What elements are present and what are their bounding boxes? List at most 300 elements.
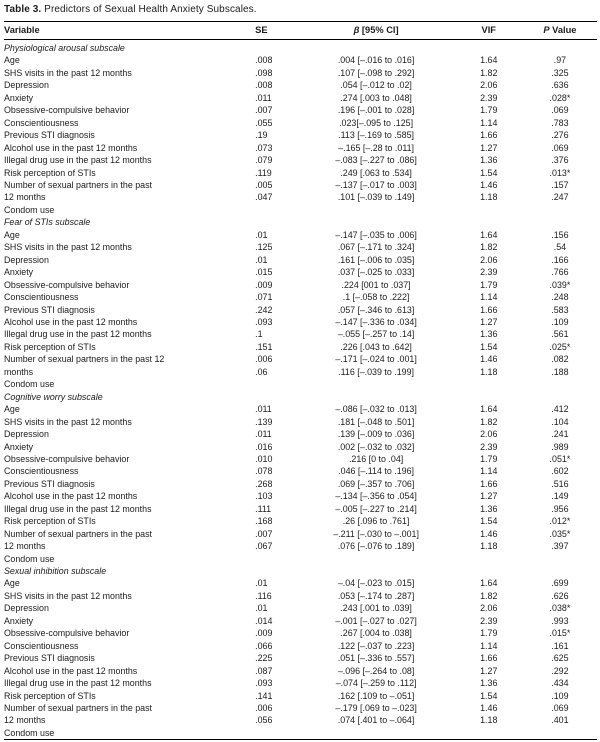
table-row (4, 503, 597, 515)
cell-vif: 1.36 (480, 678, 498, 689)
cell-variable: Condom use (4, 204, 55, 215)
cell-se: .056 (255, 715, 273, 726)
cell-beta (298, 378, 455, 390)
cell-variable: Condom use (4, 553, 55, 564)
cell-vif: 1.27 (480, 142, 498, 153)
cell-variable: Previous STI diagnosis (4, 478, 95, 489)
cell-vif: 1.54 (480, 516, 498, 527)
cell-se: .119 (255, 167, 272, 178)
cell-pvalue: .241 (551, 429, 569, 440)
cell-variable: Anxiety (4, 267, 34, 278)
cell-se: .066 (255, 640, 273, 651)
cell-variable: Conscientiousness (4, 292, 79, 303)
cell-se: .1 (255, 329, 263, 340)
cell-variable: Obsessive-compulsive behavior (4, 453, 130, 464)
cell-pvalue (523, 553, 597, 565)
cell-beta: .057 [–.346 to .613] (337, 304, 415, 315)
cell-beta: –.083 [–.227 to .086] (335, 155, 417, 166)
cell-pvalue: .54 (553, 242, 567, 253)
cell-vif: 1.27 (480, 316, 498, 327)
cell-beta (298, 204, 455, 216)
section-label-row (4, 40, 597, 55)
table-row (4, 304, 597, 316)
cell-se: .011 (255, 404, 272, 415)
cell-beta: –.001 [–.027 to .027] (335, 615, 417, 626)
cell-vif: 1.18 (480, 541, 498, 552)
cell-variable: Number of sexual partners in the past (4, 703, 152, 714)
cell-variable: Age (4, 229, 20, 240)
cell-variable: Anxiety (4, 615, 34, 626)
cell-se: .098 (255, 67, 273, 78)
cell-variable: Risk perception of STIs (4, 516, 96, 527)
cell-se (247, 727, 297, 740)
table-row (4, 254, 597, 266)
cell-se: .141 (255, 690, 273, 701)
cell-beta: .054 [–.012 to .02] (340, 80, 412, 91)
cell-beta: –.147 [–.035 to .006] (335, 229, 417, 240)
cell-beta: .181 [–.048 to .501] (337, 416, 415, 427)
cell-se: .103 (255, 491, 273, 502)
cell-vif: 1.66 (480, 304, 498, 315)
cell-variable: months (4, 366, 34, 377)
cell-se: .047 (255, 192, 273, 203)
cell-se: .009 (255, 628, 273, 639)
cell-variable: SHS visits in the past 12 months (4, 67, 132, 78)
cell-se: .015 (255, 267, 273, 278)
cell-variable: Alcohol use in the past 12 months (4, 142, 138, 153)
table-row (4, 540, 597, 552)
cell-variable: Number of sexual partners in the past (4, 528, 152, 539)
cell-vif: 2.06 (480, 80, 498, 91)
cell-vif: 1.64 (480, 55, 498, 66)
cell-pvalue: .602 (551, 466, 569, 477)
table-row (4, 92, 597, 104)
cell-pvalue: .626 (551, 590, 569, 601)
cell-se: .116 (255, 590, 272, 601)
cell-vif: 1.27 (480, 665, 498, 676)
cell-beta: .113 [–.169 to .585] (338, 130, 414, 141)
cell-variable: Risk perception of STIs (4, 341, 96, 352)
cell-vif: 1.36 (480, 329, 498, 340)
cell-variable: Previous STI diagnosis (4, 653, 95, 664)
cell-pvalue: .397 (551, 541, 569, 552)
cell-beta: .122 [–.037 to .223] (337, 640, 415, 651)
cell-vif (455, 727, 523, 740)
column-header-beta: β [95% CI] (298, 22, 455, 40)
cell-vif (455, 553, 523, 565)
cell-vif: 1.82 (480, 590, 498, 601)
cell-variable: Illegal drug use in the past 12 months (4, 503, 152, 514)
cell-vif: 2.39 (480, 615, 498, 626)
column-header-vif: VIF (455, 22, 523, 40)
column-header-pvalue: P Value (523, 22, 597, 40)
table-row (4, 341, 597, 353)
cell-beta: .002 [–.032 to .032] (337, 441, 415, 452)
table-row (4, 490, 597, 502)
column-header-se: SE (247, 22, 297, 40)
cell-vif: 1.66 (480, 478, 498, 489)
cell-beta: .037 [–.025 to .033] (337, 267, 415, 278)
cell-vif: 2.06 (480, 603, 498, 614)
table-row (4, 453, 597, 465)
cell-pvalue (523, 727, 597, 740)
cell-beta: .076 [–.076 to .189] (337, 541, 415, 552)
table-row (4, 640, 597, 652)
cell-pvalue: .561 (551, 329, 569, 340)
table-row (4, 291, 597, 303)
cell-se: .093 (255, 316, 273, 327)
cell-pvalue: .015* (549, 628, 571, 639)
table-row (4, 191, 597, 203)
cell-pvalue: .039* (549, 279, 571, 290)
header-row (4, 22, 597, 40)
cell-se: .01 (255, 254, 268, 265)
cell-pvalue (523, 378, 597, 390)
table-row (4, 204, 597, 216)
cell-se: .067 (255, 541, 273, 552)
cell-beta: –.211 [–.030 to –.001] (333, 528, 419, 539)
table-row (4, 403, 597, 415)
cell-vif: 2.39 (480, 441, 498, 452)
table-row (4, 615, 597, 627)
cell-vif: 1.64 (480, 229, 498, 240)
cell-beta: .101 [–.039 to .149] (337, 192, 415, 203)
cell-se (247, 204, 297, 216)
cell-pvalue: .013* (549, 167, 571, 178)
cell-se: .009 (255, 279, 273, 290)
cell-beta: .267 [.004 to .038] (340, 628, 412, 639)
table-row (4, 142, 597, 154)
cell-vif: 1.82 (480, 416, 498, 427)
cell-variable: Condom use (4, 727, 55, 738)
cell-vif: 1.18 (480, 715, 498, 726)
cell-se: .011 (255, 429, 272, 440)
cell-vif: 1.64 (480, 404, 498, 415)
cell-pvalue: .028* (549, 92, 571, 103)
cell-vif: 2.39 (480, 92, 498, 103)
cell-se: .014 (255, 615, 273, 626)
cell-beta: .274 [.003 to .048] (340, 92, 412, 103)
cell-se: .016 (255, 441, 273, 452)
section-label: Physiological arousal subscale (4, 43, 125, 53)
cell-beta: .249 [.063 to .534] (340, 167, 412, 178)
cell-se: .007 (255, 105, 273, 116)
cell-se: .06 (255, 366, 268, 377)
cell-beta: –.086 [–.032 to .013] (335, 404, 417, 415)
cell-se: .168 (255, 516, 273, 527)
section-label-row (4, 216, 597, 228)
cell-vif: 1.66 (480, 130, 498, 141)
cell-se: .242 (255, 304, 273, 315)
cell-variable: Number of sexual partners in the past 12 (4, 354, 165, 365)
cell-beta: –.04 [–.023 to .015] (337, 578, 415, 589)
cell-pvalue: .292 (551, 665, 569, 676)
table-row (4, 279, 597, 291)
cell-beta: .161 [–.006 to .035] (337, 254, 415, 265)
cell-vif: 1.79 (480, 453, 498, 464)
cell-beta: .224 [001 to .037] (341, 279, 411, 290)
cell-se: .19 (255, 130, 268, 141)
table-row (4, 602, 597, 614)
table-row (4, 577, 597, 589)
cell-vif: 1.54 (480, 690, 498, 701)
table-row (4, 241, 597, 253)
cell-vif: 1.79 (480, 628, 498, 639)
cell-se: .225 (255, 653, 273, 664)
table-row (4, 702, 597, 714)
table-row (4, 553, 597, 565)
cell-vif: 1.82 (480, 242, 498, 253)
cell-variable: Obsessive-compulsive behavior (4, 105, 130, 116)
cell-variable: Condom use (4, 379, 55, 390)
cell-variable: Number of sexual partners in the past (4, 179, 152, 190)
cell-variable: SHS visits in the past 12 months (4, 416, 132, 427)
cell-pvalue: .038* (549, 603, 571, 614)
cell-vif: 1.66 (480, 653, 498, 664)
cell-vif: 1.46 (480, 703, 498, 714)
cell-pvalue: .069 (551, 703, 569, 714)
table-row (4, 266, 597, 278)
table-row (4, 353, 597, 365)
cell-beta: –.165 [–.28 to .011] (338, 142, 414, 153)
cell-variable: Previous STI diagnosis (4, 304, 95, 315)
cell-se: .01 (255, 578, 268, 589)
cell-vif: 1.79 (480, 279, 498, 290)
cell-pvalue: .109 (551, 316, 569, 327)
cell-pvalue (523, 204, 597, 216)
cell-vif: 1.79 (480, 105, 498, 116)
cell-pvalue: .766 (551, 267, 569, 278)
cell-pvalue: .434 (551, 678, 569, 689)
cell-se: .007 (255, 528, 273, 539)
cell-beta: .116 [–.039 to .199] (338, 366, 414, 377)
cell-pvalue: .149 (551, 491, 569, 502)
cell-se: .093 (255, 678, 273, 689)
table-row (4, 67, 597, 79)
cell-pvalue: .156 (551, 229, 569, 240)
table-row (4, 677, 597, 689)
section-label: Fear of STIs subscale (4, 217, 91, 228)
table-row (4, 104, 597, 116)
cell-se: .011 (255, 92, 272, 103)
cell-variable: Alcohol use in the past 12 months (4, 491, 138, 502)
cell-beta (298, 727, 455, 740)
table-row (4, 590, 597, 602)
cell-pvalue: .069 (551, 142, 569, 153)
table-row (4, 328, 597, 340)
cell-se: .079 (255, 155, 273, 166)
table-row (4, 366, 597, 378)
cell-beta: –.005 [–.227 to .214] (335, 503, 417, 514)
cell-beta: –.147 [–.336 to .034] (335, 316, 417, 327)
cell-pvalue: .97 (553, 55, 567, 66)
cell-pvalue: .516 (551, 478, 569, 489)
cell-pvalue: .783 (551, 117, 569, 128)
cell-beta: –.074 [–.259 to .112] (335, 678, 417, 689)
table-row (4, 129, 597, 141)
regression-table (4, 21, 597, 740)
table-title (4, 3, 597, 16)
cell-se: .008 (255, 80, 273, 91)
cell-variable: Previous STI diagnosis (4, 130, 95, 141)
cell-se: .151 (255, 341, 273, 352)
cell-pvalue: .012* (549, 516, 571, 527)
cell-variable: Alcohol use in the past 12 months (4, 665, 138, 676)
table-row (4, 690, 597, 702)
cell-vif: 1.46 (480, 354, 498, 365)
table-row (4, 416, 597, 428)
cell-vif: 1.27 (480, 491, 498, 502)
table-row (4, 441, 597, 453)
section-label: Sexual inhibition subscale (4, 566, 107, 577)
cell-pvalue: .636 (551, 80, 569, 91)
cell-se: .006 (255, 703, 273, 714)
cell-se: .01 (255, 603, 268, 614)
cell-beta: .023[–.095 to .125] (339, 117, 414, 128)
table-title-text: Predictors of Sexual Health Anxiety Subscales. (41, 4, 257, 15)
cell-vif: 2.06 (480, 254, 498, 265)
cell-vif: 1.14 (480, 117, 498, 128)
cell-variable: Obsessive-compulsive behavior (4, 279, 130, 290)
cell-beta: .069 [–.357 to .706] (337, 478, 415, 489)
cell-beta: .051 [–.336 to .557] (337, 653, 415, 664)
cell-variable: Age (4, 55, 20, 66)
table-row (4, 727, 597, 740)
cell-se (247, 378, 297, 390)
cell-vif: 1.14 (480, 466, 498, 477)
cell-pvalue: .625 (551, 653, 569, 664)
cell-vif: 1.82 (480, 67, 498, 78)
cell-beta: .004 [–.016 to .016] (337, 55, 415, 66)
cell-vif: 1.18 (480, 192, 498, 203)
table-row (4, 229, 597, 241)
cell-variable: 12 months (4, 541, 46, 552)
table-title-label: Table 3. (4, 4, 42, 15)
table-row (4, 714, 597, 726)
cell-pvalue: .166 (551, 254, 569, 265)
cell-pvalue: .993 (551, 615, 569, 626)
cell-beta (298, 553, 455, 565)
cell-variable: Anxiety (4, 92, 34, 103)
table-row (4, 652, 597, 664)
cell-se: .055 (255, 117, 273, 128)
table-row (4, 665, 597, 677)
cell-se: .010 (255, 453, 273, 464)
cell-beta: .196 [–.001 to .028] (337, 105, 415, 116)
cell-beta: –.179 [.069 to –.023] (335, 703, 417, 714)
cell-se: .139 (255, 416, 273, 427)
cell-beta: .074 [.401 to –.064] (337, 715, 415, 726)
cell-vif: 1.36 (480, 503, 498, 514)
cell-vif: 1.54 (480, 167, 498, 178)
cell-variable: Age (4, 404, 20, 415)
column-header-variable: Variable (4, 22, 247, 40)
table-row (4, 154, 597, 166)
cell-vif: 2.39 (480, 267, 498, 278)
cell-se: .008 (255, 55, 273, 66)
cell-variable: Risk perception of STIs (4, 690, 96, 701)
cell-se: .087 (255, 665, 273, 676)
table-row (4, 428, 597, 440)
cell-pvalue: .699 (551, 578, 569, 589)
cell-beta: –.055 [–.257 to .14] (337, 329, 415, 340)
cell-se: .078 (255, 466, 273, 477)
cell-pvalue: .247 (551, 192, 569, 203)
cell-vif: 2.06 (480, 429, 498, 440)
cell-beta: –.171 [–.024 to .001] (335, 354, 417, 365)
cell-se (247, 553, 297, 565)
cell-variable: Alcohol use in the past 12 months (4, 316, 138, 327)
cell-vif: 1.18 (480, 366, 498, 377)
cell-variable: Conscientiousness (4, 640, 79, 651)
cell-vif (455, 204, 523, 216)
cell-pvalue: .161 (551, 640, 569, 651)
cell-vif: 1.54 (480, 341, 498, 352)
cell-variable: Age (4, 578, 20, 589)
cell-beta: –.134 [–.356 to .054] (335, 491, 417, 502)
cell-beta: .139 [–.009 to .036] (337, 429, 415, 440)
table-row (4, 316, 597, 328)
cell-vif: 1.14 (480, 640, 498, 651)
cell-pvalue: .082 (551, 354, 569, 365)
cell-pvalue: .276 (551, 130, 569, 141)
section-label: Cognitive worry subscale (4, 391, 103, 402)
cell-se: .006 (255, 354, 273, 365)
cell-variable: 12 months (4, 192, 46, 203)
cell-beta: .1 [–.058 to .222] (342, 292, 410, 303)
cell-vif: 1.46 (480, 528, 498, 539)
cell-pvalue: .248 (551, 292, 569, 303)
cell-variable: Conscientiousness (4, 466, 79, 477)
cell-variable: SHS visits in the past 12 months (4, 590, 132, 601)
table-row (4, 478, 597, 490)
cell-beta: .26 [.096 to .761] (342, 516, 410, 527)
cell-se: .071 (255, 292, 273, 303)
cell-se: .125 (255, 242, 273, 253)
table-body (4, 40, 597, 740)
table-row (4, 528, 597, 540)
cell-variable: Illegal drug use in the past 12 months (4, 155, 152, 166)
cell-pvalue: .051* (549, 453, 571, 464)
table-row (4, 117, 597, 129)
cell-vif: 1.46 (480, 179, 498, 190)
cell-pvalue: .025* (549, 341, 571, 352)
cell-variable: Anxiety (4, 441, 34, 452)
cell-vif: 1.64 (480, 578, 498, 589)
cell-pvalue: .956 (551, 503, 569, 514)
cell-beta: –.137 [–.017 to .003] (335, 179, 417, 190)
cell-pvalue: .583 (551, 304, 569, 315)
cell-variable: Obsessive-compulsive behavior (4, 628, 130, 639)
cell-vif (455, 378, 523, 390)
cell-se: .073 (255, 142, 273, 153)
cell-pvalue: .188 (551, 366, 569, 377)
cell-beta: .216 [0 to .04] (348, 453, 404, 464)
cell-pvalue: .104 (551, 416, 569, 427)
cell-beta: –.096 [–.264 to .08] (337, 665, 415, 676)
cell-pvalue: .325 (551, 67, 569, 78)
cell-vif: 1.36 (480, 155, 498, 166)
cell-beta: .162 [.109 to –.051] (337, 690, 415, 701)
cell-variable: Illegal drug use in the past 12 months (4, 329, 152, 340)
cell-pvalue: .109 (551, 690, 569, 701)
table-header (4, 22, 597, 40)
cell-se: .01 (255, 229, 268, 240)
table-row (4, 167, 597, 179)
cell-variable: Conscientiousness (4, 117, 79, 128)
cell-variable: Depression (4, 254, 49, 265)
table-row (4, 515, 597, 527)
